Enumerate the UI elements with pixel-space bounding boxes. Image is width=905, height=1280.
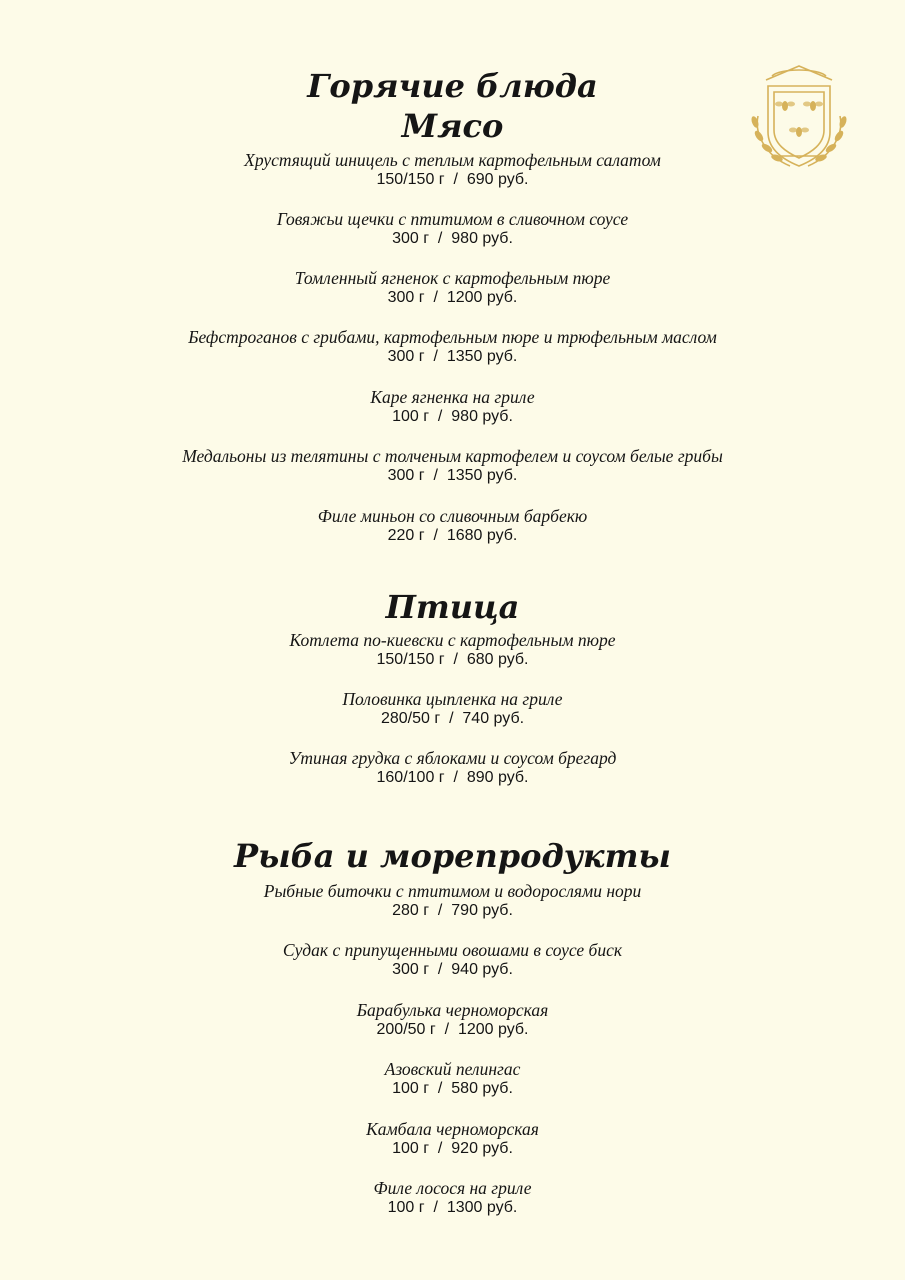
item-name: Котлета по-киевски с картофельным пюре	[289, 630, 616, 650]
item-price: 300 г / 1350 руб.	[387, 467, 518, 484]
item-name: Рыбные биточки с птитимом и водорослями нори	[263, 881, 642, 901]
item-name: Судак с припущенными овошами в соусе биск	[282, 940, 623, 960]
page-title: Горячие блюда	[307, 67, 598, 105]
menu-item	[0, 1119, 905, 1158]
menu-item	[0, 209, 905, 248]
item-name: Барабулька черноморская	[356, 1000, 549, 1020]
section-title-poultry: Птица	[385, 588, 520, 626]
item-price: 160/100 г / 890 руб.	[376, 769, 529, 786]
item-price: 100 г / 920 руб.	[392, 1140, 513, 1157]
menu-item	[0, 506, 905, 545]
menu-item	[0, 748, 905, 787]
item-name: Филе лосося на гриле	[373, 1178, 532, 1198]
menu-item	[0, 1178, 905, 1217]
item-name: Половинка цыпленка на гриле	[342, 689, 563, 709]
section-title-fish: Рыба и морепродукты	[234, 837, 671, 875]
item-name: Филе миньон со сливочным барбекю	[317, 506, 588, 526]
item-price: 100 г / 1300 руб.	[387, 1199, 518, 1216]
item-name: Азовский пелингас	[384, 1059, 521, 1079]
item-name: Камбала черноморская	[366, 1119, 539, 1139]
item-name: Утиная грудка с яблоками и соусом брегард	[288, 748, 617, 768]
item-price: 220 г / 1680 руб.	[387, 527, 518, 544]
menu-item	[0, 1000, 905, 1039]
item-price: 200/50 г / 1200 руб.	[376, 1021, 529, 1038]
item-name: Томленный ягненок с картофельным пюре	[294, 268, 611, 288]
item-price: 300 г / 1200 руб.	[387, 289, 518, 306]
item-price: 300 г / 1350 руб.	[387, 348, 518, 365]
menu-item	[0, 881, 905, 920]
item-price: 280 г / 790 руб.	[392, 902, 513, 919]
menu-item	[0, 387, 905, 426]
item-price: 280/50 г / 740 руб.	[380, 710, 525, 727]
item-name: Бефстроганов с грибами, картофельным пюре и трюфельным маслом	[188, 327, 717, 347]
item-price: 100 г / 980 руб.	[392, 408, 513, 425]
item-name: Медальоны из телятины с толченым картофелем и соусом белые грибы	[182, 446, 723, 466]
menu-item	[0, 268, 905, 307]
item-name: Хрустящий шницель с теплым картофельным салатом	[244, 150, 661, 170]
menu-item	[0, 327, 905, 366]
item-price: 100 г / 580 руб.	[392, 1080, 513, 1097]
item-price: 150/150 г / 680 руб.	[376, 651, 529, 668]
menu-item	[0, 940, 905, 979]
menu-item	[0, 446, 905, 485]
menu-item	[0, 150, 905, 189]
item-price: 300 г / 980 руб.	[392, 230, 513, 247]
item-name: Каре ягненка на гриле	[370, 387, 535, 407]
section-title-meat: Мясо	[401, 107, 504, 145]
menu-item	[0, 689, 905, 728]
item-name: Говяжьи щечки с птитимом в сливочном соусе	[276, 209, 629, 229]
item-price: 300 г / 940 руб.	[392, 961, 513, 978]
menu-item	[0, 630, 905, 669]
menu-item	[0, 1059, 905, 1098]
item-price: 150/150 г / 690 руб.	[376, 171, 529, 188]
